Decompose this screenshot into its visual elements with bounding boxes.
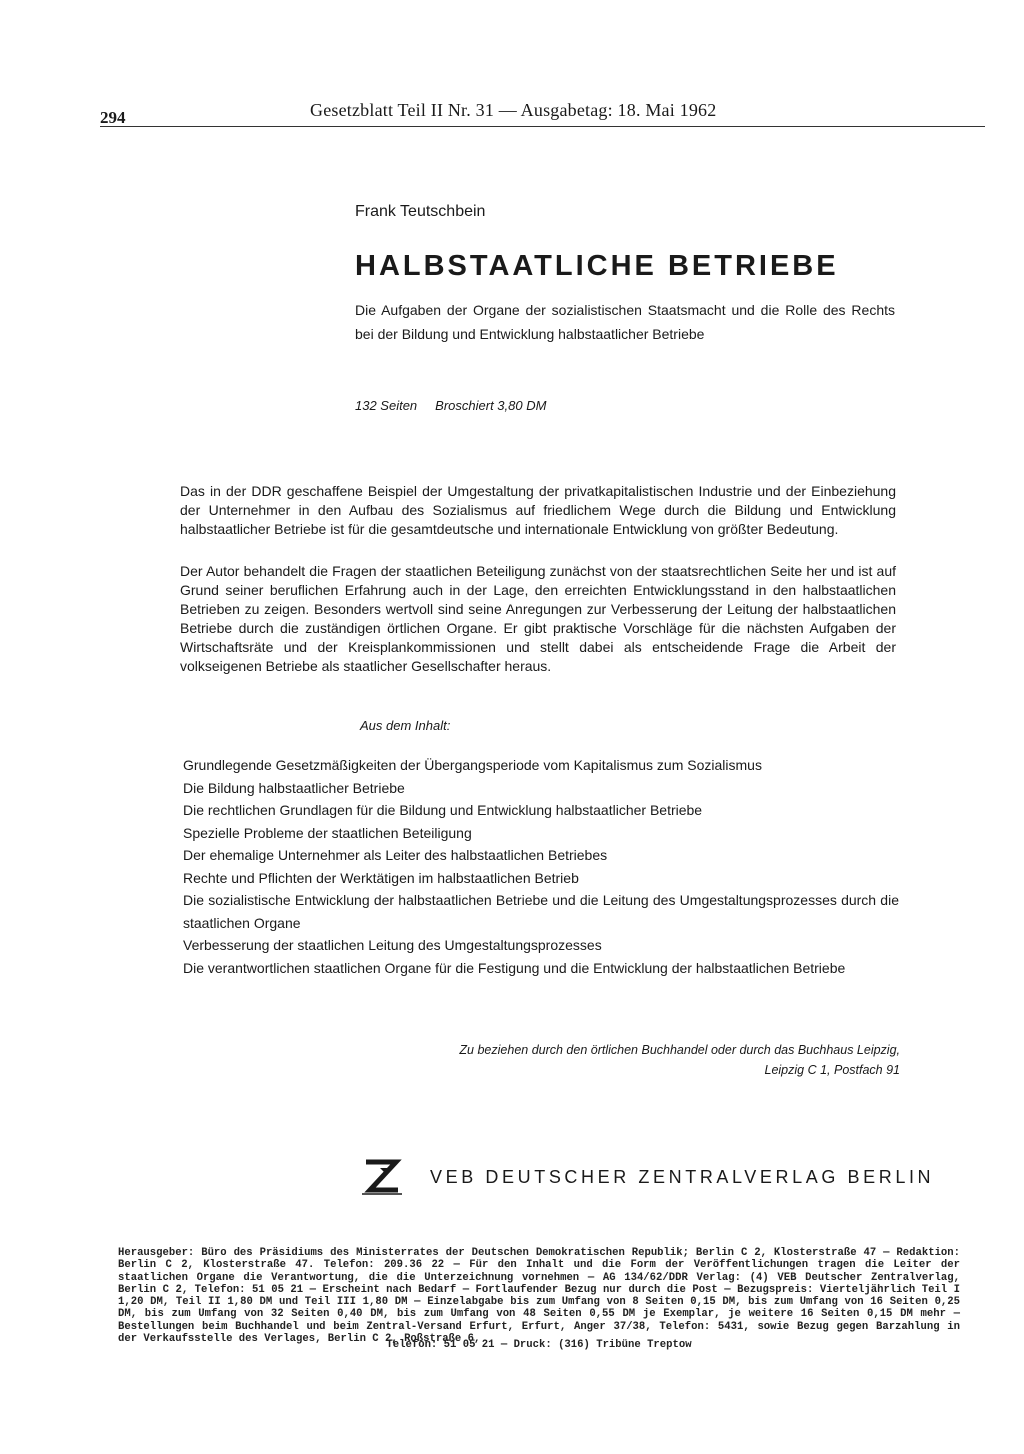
- publisher-logo-icon: [360, 1158, 404, 1196]
- contents-item: Die Bildung halbstaatlicher Betriebe: [183, 779, 405, 796]
- contents-item: Die verantwortlichen staatlichen Organe für die Festigung und die Entwicklung der halbstaatlichen Betriebe: [183, 959, 846, 976]
- contents-heading: Aus dem Inhalt:: [360, 718, 451, 733]
- contents-item: Verbesserung der staatlichen Leitung des Umgestaltungsprozesses: [183, 937, 602, 953]
- running-head: Gesetzblatt Teil II Nr. 31 — Ausgabetag: 18. Mai 1962: [310, 100, 717, 120]
- order-info: [459, 1040, 900, 1080]
- contents-item: Die sozialistische Entwicklung der halbstaatlichen Betriebe und die Leitung des Umgestaltungsprozesses durch die staatlichen Organe: [183, 892, 899, 931]
- book-subtitle: Die Aufgaben der Organe der sozialistischen Staatsmacht und die Rolle des Rechts bei der Bildung und Entwicklung halbstaatlicher Betriebe: [355, 302, 895, 342]
- description-paragraph: Das in der DDR geschaffene Beispiel der Umgestaltung der privatkapitalistischen Industrie und der Einbeziehung der Unternehmer in den Aufbau des Sozialismus auf friedlichem Wege durch die Bildung und Entwicklung halbstaatlicher Betriebe ist für die gesamtdeutsche und internationale Entwicklung von größter Bedeutung.: [180, 483, 896, 537]
- description-paragraph: Der Autor behandelt die Fragen der staatlichen Beteiligung zunächst von der staatsrechtlichen Seite her und ist auf Grund seiner beruflichen Erfahrung auch in der Lage, den erreichten Entwicklungsstand in den halbstaatlichen Betrieben zu zeigen. Besonders wertvoll sind seine Anregungen zur Verbesserung der Leitung der halbstaatlichen Betriebe durch die zuständigen örtlichen Organe. Er gibt praktische Vorschläge für die nächsten Aufgaben der Wirtschaftsräte und der Kreisplankommissionen und stellt dabei als entscheidende Frage die Arbeit der volkseigenen Betriebe als staatlicher Gesellschafter heraus.: [180, 563, 896, 674]
- contents-item: Grundlegende Gesetzmäßigkeiten der Übergangsperiode vom Kapitalismus zum Sozialismus: [183, 757, 762, 773]
- page-number: 294: [100, 108, 126, 127]
- book-meta: [355, 398, 546, 413]
- contents-item: Die rechtlichen Grundlagen für die Bildung und Entwicklung halbstaatlicher Betriebe: [183, 802, 703, 818]
- book-title: HALBSTAATLICHE BETRIEBE: [355, 250, 839, 282]
- contents-item: Rechte und Pflichten der Werktätigen im halbstaatlichen Betrieb: [183, 869, 579, 886]
- book-price: Broschiert 3,80 DM: [435, 398, 547, 413]
- order-line: Zu beziehen durch den örtlichen Buchhandel oder durch das Buchhaus Leipzig,: [459, 1043, 900, 1057]
- header-rule: [100, 126, 985, 127]
- book-author: Frank Teutschbein: [355, 203, 486, 220]
- book-pages: 132 Seiten: [355, 398, 418, 413]
- imprint: Herausgeber: Büro des Präsidiums des Ministerrates der Deutschen Demokratischen Republik; Berlin C 2, Klosterstraße 47 — Redaktion: Berlin C 2, Klosterstraße 47. Telefon: 209.36 22 — Für den Inhalt und die Form der Veröffentlichungen tragen die Leiter der staatlichen Organe die Verantwortung, die die Unterzeichnung vornehmen — AG 134/62/DDR Verlag: (4) VEB Deutscher Zentralverlag, Berlin C 2, Telefon: 51 05 21 — Erscheint nach Bedarf — Fortlaufender Bezug nur durch die Post — Bezugspreis: Vierteljährlich Teil I 1,20 DM, Teil II 1,80 DM und Teil III 1,80 DM — Einzelabgabe bis zum Umfang von 8 Seiten 0,15 DM, bis zum Umfang von 16 Seiten 0,25 DM, bis zum Umfang von 32 Seiten 0,40 DM, bis zum Umfang von 48 Seiten 0,55 DM je Exemplar, je weitere 16 Seiten 0,15 DM mehr — Bestellungen beim Buchhandel und beim Zentral-Versand Erfurt, Erfurt, Anger 37/38, Telefon: 5431, sowie Bezug gegen Barzahlung in der Verkaufsstelle des Verlages, Berlin C 2, Roßstraße 6,: [118, 1247, 960, 1346]
- order-line: Leipzig C 1, Postfach 91: [764, 1063, 900, 1077]
- publisher-name: VEB DEUTSCHER ZENTRALVERLAG BERLIN: [430, 1167, 935, 1187]
- contents-item: Spezielle Probleme der staatlichen Beteiligung: [183, 824, 472, 841]
- contents-list: [183, 754, 899, 979]
- contents-item: Der ehemalige Unternehmer als Leiter des halbstaatlichen Betriebes: [183, 847, 608, 863]
- imprint-last-line: Telefon: 51 05 21 — Druck: (316) Tribüne Treptow: [386, 1339, 692, 1351]
